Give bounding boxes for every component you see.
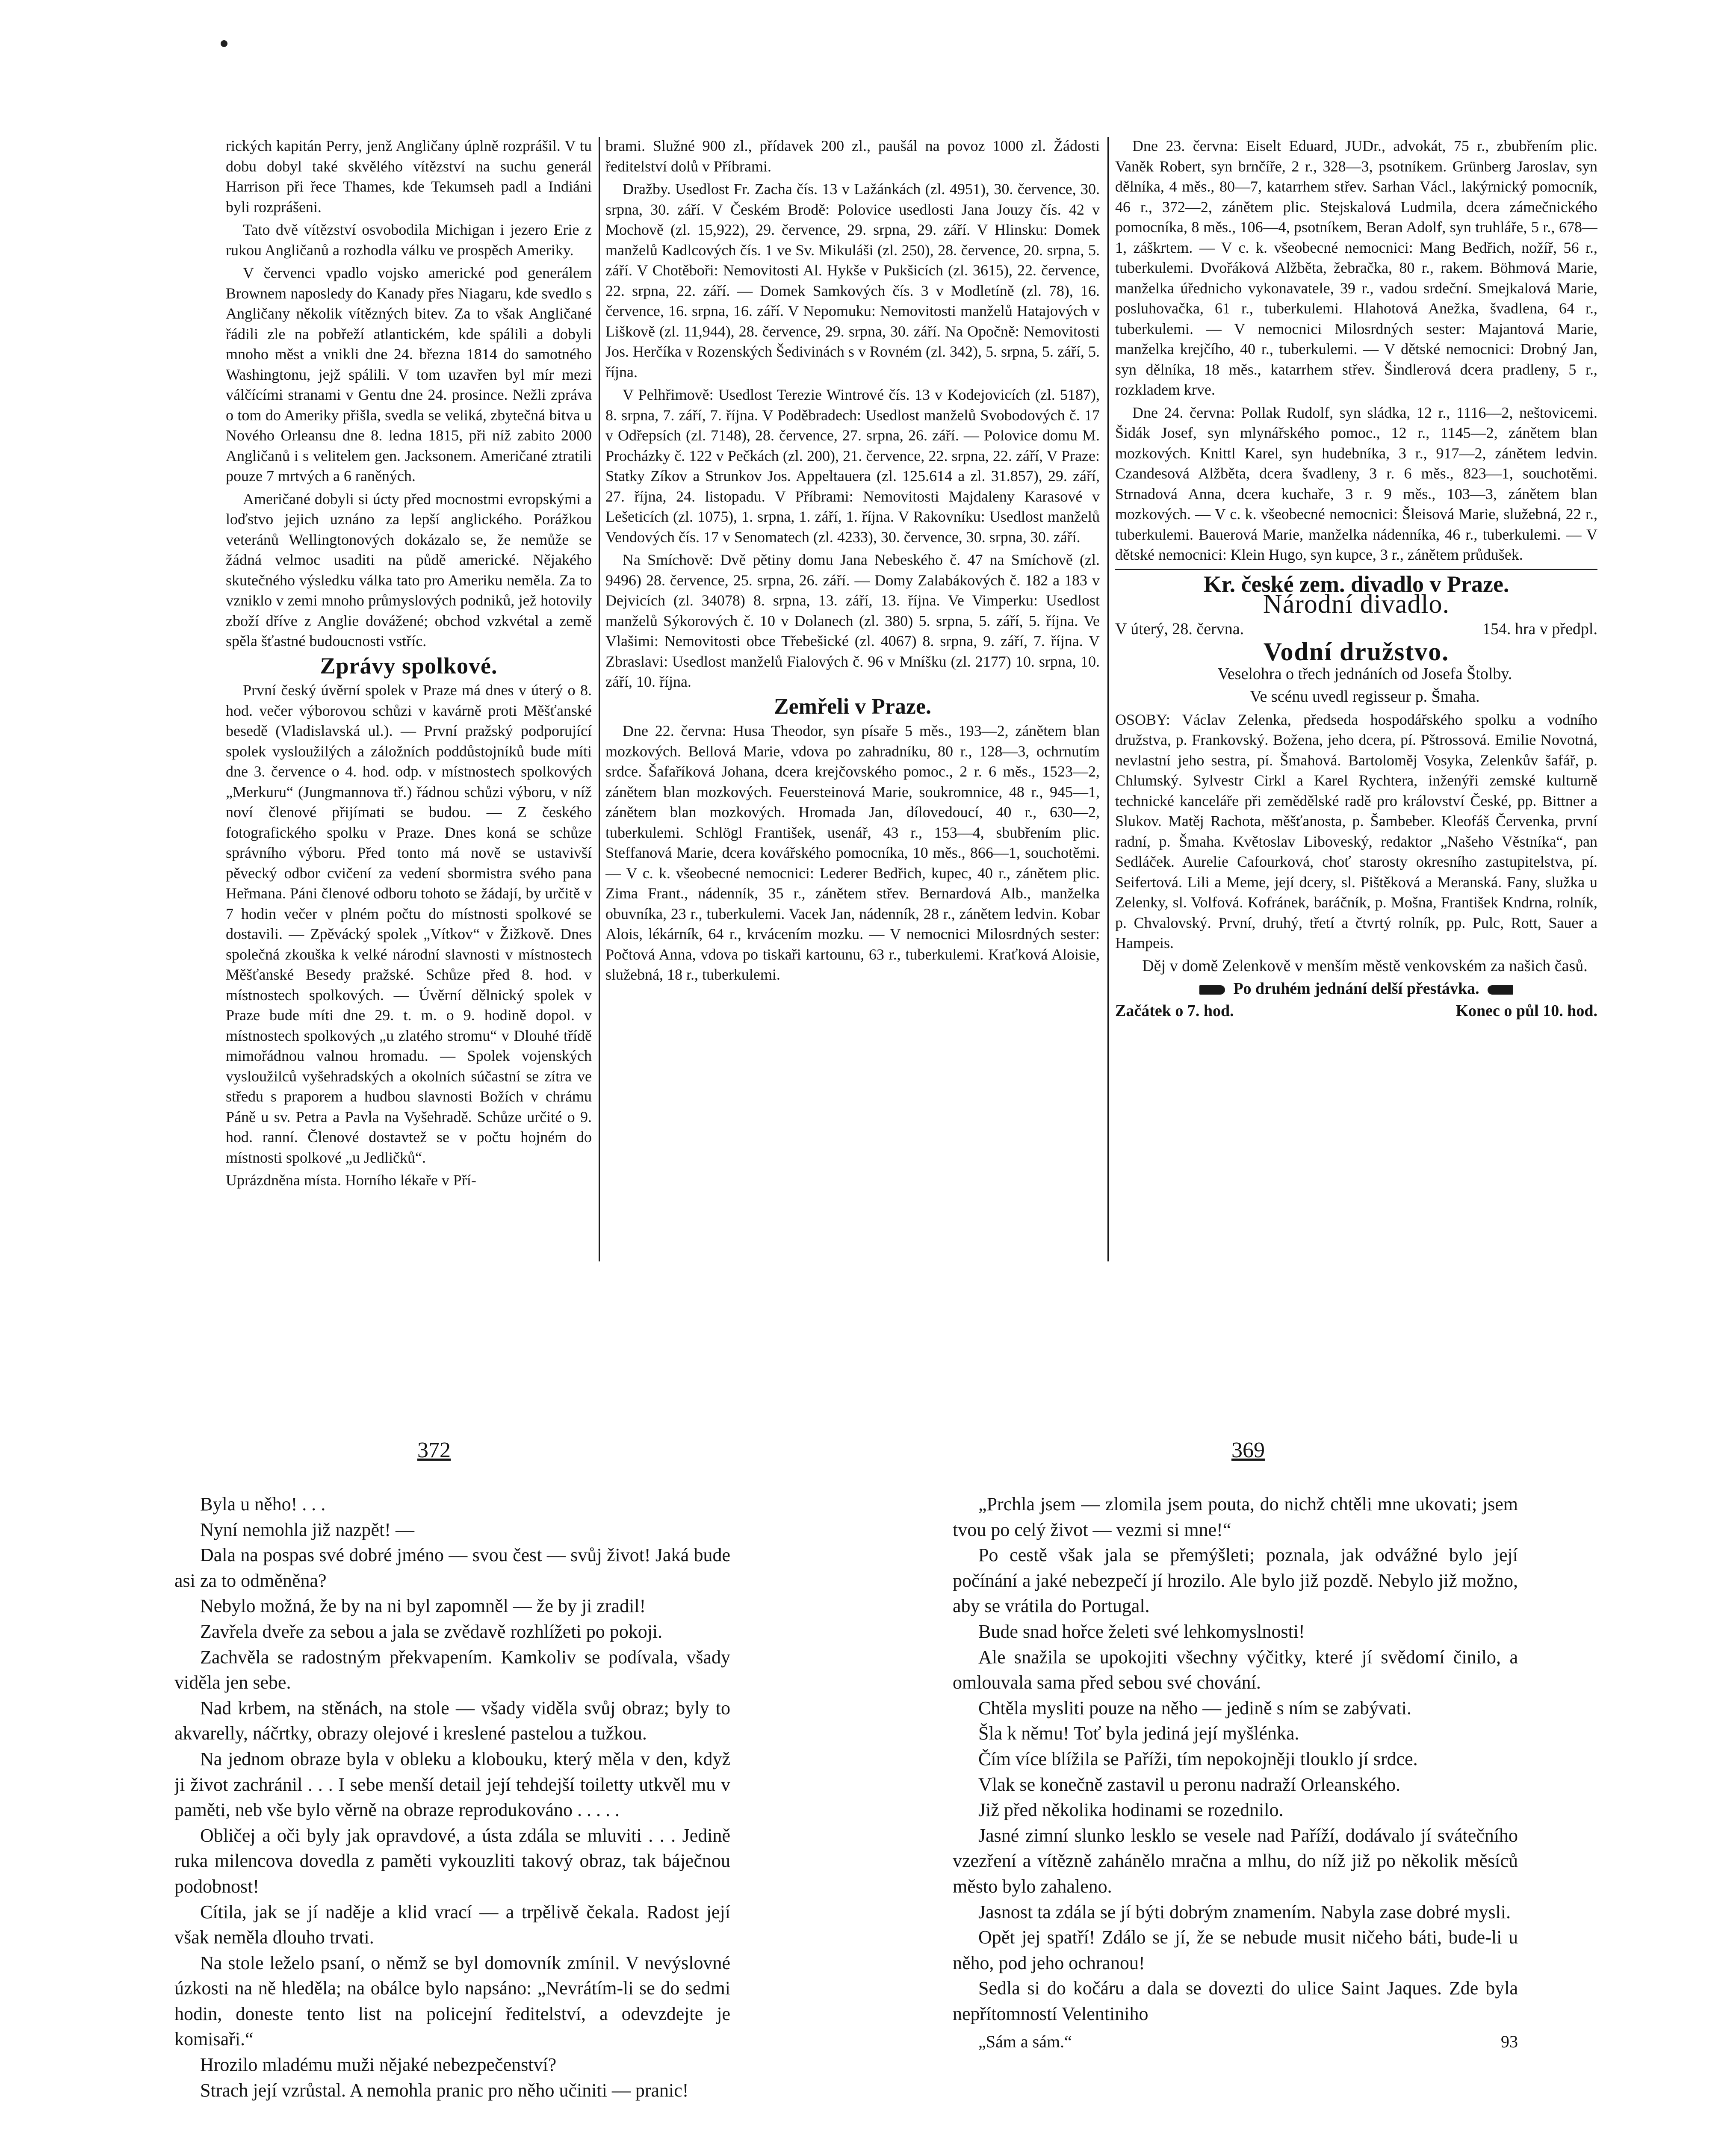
- novel-paragraph: Nad krbem, na stěnách, na stole — všady viděla svůj obraz; byly to akvarelly, náčrtky, obrazy olejové i kreslené pastelou a tužkou.: [174, 1697, 730, 1744]
- novel-paragraph: Hrozilo mladému muži nějaké nebezpečenství?: [200, 2054, 557, 2076]
- novel-paragraph: Chtěla mysliti pouze na něho — jedině s ním se zabývati.: [978, 1697, 1411, 1719]
- novel-paragraph: Dala na pospas své dobré jméno — svou čest — svůj život! Jaká bude asi za to odměněna?: [174, 1544, 730, 1591]
- right-page-number: 369: [1231, 1438, 1265, 1462]
- theatre-title: Národní divadlo.: [1263, 590, 1450, 619]
- text-paragraph: Dne 22. června: Husa Theodor, syn písaře 5 měs., 193—2, zánětem blan mozkových. Bellová Marie, vdova po zahradníku, 80 r., 128—3, ochrnutím srdce. Šafaříková Johana, dcera krejčovského pomoc., 2 r. 6 měs., 1523—2, zánětem blan mozkových. Feuersteinová Marie, soukromnice, 48 r., 945—1, zánětem blan mozkových. Hromada Jan, dílovedoucí, 40 r., 630—2, tuberkulemi. Schlögl František, usenář, 43 r., 153—4, sbubřením plic. Steffanová Marie, dcera kovářského pomocníka, 10 měs., 866—1, souchotěmi. — V c. k. všeobecné nemocnici: Lederer Bedřich, kupec, 40 r., zánětem plic. Zima Frant., nádenník, 35 r., zánětem střev. Bernardová Alb., manželka obuvníka, 23 r., tuberkulemi. Vacek Jan, nádenník, 28 r., zánětem ledvin. Kobar Alois, lékárník, 64 r., krvácením mozku. — V nemocnici Milosrdných sester: Počtová Anna, vdova po tiskaři kartounu, 63 r., tuberkulemi. Kraťková Aloisie, služebná, 18 r., tuberkulemi.: [605, 722, 1100, 983]
- section-heading: Zprávy spolkové.: [320, 653, 498, 679]
- text-paragraph: První český úvěrní spolek v Praze má dnes v úterý o 8. hod. večer výborovou schůzi v kavárně proti Měšťanské besedě (Vladislavská ul.). — První pražský podporující spolek vysloužilých a záložních poddůstojníků bude míti dne 3. července o 4. hod. odp. v místnostech spolkových „Merkuru“ (Jungmannova tř.) řádnou schůzi výboru, v níž noví členové přijímati se budou. — Z českého fotografického spolku v Praze. Dnes koná se schůze správního výboru. Před tonto má nově se ustavivší pěvecký odbor cvičení za vedení sbormistra svého pana Heřmana. Páni členové odboru tohoto se žádají, by určitě v 7 hodin večer v plném počtu do místnosti spolkové se dostavili. — Zpěvácký spolek „Vítkov“ v Žižkově. Dnes společná zkouška k velké národní slavnosti v místnostech Měšťanské Besedy pražské. Schůze před 8. hod. v místnostech spolkových. — Úvěrní dělnický spolek v Praze bude míti dne 29. t. m. o 9. hodině dopol. v místnostech spolkových „u zlatého stromu“ v Dlouhé třídě mimořádnou valnou hromadu. — Spolek vojenských vysloužilců vyšehradských a okolních súčastní se zítra ve středu s praporem a hudbou slavnosti Božích v chrámu Páně u sv. Petra a Pavla na Vyšehradě. Schůze určité o 9. hod. ranní. Členové dostavtež se v počtu hojném do místnosti spolkové „u Jedličků“.: [226, 682, 592, 1166]
- text-paragraph: brami. Služné 900 zl., přídavek 200 zl., paušál na povoz 1000 zl. Žádosti ředitelství dolů v Příbrami.: [605, 137, 1100, 175]
- novel-paragraph: Na jednom obraze byla v obleku a klobouku, který měla v den, když ji život zachránil . . . I sebe menší detail její tehdejší toiletty utkvěl mu v paměti, neb vše bylo věrně na obraze reprodukováno . . . . .: [174, 1748, 730, 1821]
- pointing-hand-icon: [1199, 985, 1225, 995]
- novel-paragraph: Nyní nemohla již nazpět! —: [200, 1519, 414, 1540]
- novel-paragraph: „Prchla jsem — zlomila jsem pouta, do nichž chtěli mne ukovati; jsem tvou po celý život — vezmi si mne!“: [953, 1494, 1518, 1540]
- novel-paragraph: Na stole leželo psaní, o němž se byl domovník zmínil. V nevýslovné úzkosti na ně hleděla; na obálce bylo napsáno: „Nevrátím-li se do sedmi hodin, doneste tento list na policejní ředitelství, a odevzdejte je komisaři.“: [174, 1952, 730, 2050]
- novel-paragraph: Opět jej spatří! Zdálo se jí, že se nebude musit ničeho báti, bude-li u něho, pod jeho ochranou!: [953, 1927, 1518, 1973]
- theatre-kicker: Kr. české zem. divadlo v Praze.: [1203, 571, 1509, 597]
- performance-number: 154. hra v předpl.: [1482, 620, 1597, 638]
- times-row: [1115, 1001, 1597, 1022]
- text-paragraph: Dražby. Usedlost Fr. Zacha čís. 13 v Lažánkách (zl. 4951), 30. července, 30. srpna, 30. září. V Českém Brodě: Polovice usedlosti Jana Jouzy čís. 42 v Mochově (zl. 15,922), 29. července, 29. srpna, 29. září. V Hlinsku: Domek manželů Kadlcových čís. 1 ve Sv. Mikuláši (zl. 250), 28. července, 20. srpna, 5. září. V Chotěboři: Nemovitosti Al. Hykše v Pukšicích (zl. 3615), 22. července, 22. srpna, 22. září. — Domek Samkových čís. 3 v Modletíně (zl. 78), 16. července, 16. srpna, 16. září. V Nepomuku: Nemovitosti manželů Hatajových v Liškově (zl. 11,944), 28. července, 29. srpna, 30. září. Na Opočně: Nemovitosti Jos. Herčíka v Rozenských Šedivinách s v Rovném (zl. 342), 5. srpna, 5. září, 5. října.: [605, 180, 1100, 381]
- column-rule: [599, 137, 600, 1261]
- novel-paragraph: Bude snad hořce želeti své lehkomyslnosti!: [978, 1621, 1305, 1642]
- novel-paragraph: Byla u něho! . . .: [200, 1494, 326, 1515]
- novel-paragraph: Zachvěla se radostným překvapením. Kamkoliv se podívala, všady viděla jen sebe.: [174, 1646, 730, 1693]
- novel-paragraph: Čím více blížila se Paříži, tím nepokojněji tlouklo jí srdce.: [978, 1748, 1418, 1769]
- intermission-text: Po druhém jednání delší přestávka.: [1233, 980, 1479, 998]
- performance-date: V úterý, 28. června.: [1115, 620, 1244, 638]
- text-paragraph: Američané dobyli si úcty před mocnostmi evropskými a loďstvo jejich uznáno za lepší anglického. Porážkou veteránů Wellingtonových dokázalo se, že nemůže se žádná velmoc usaditi na půdě americké. Nějakého skutečného výsledku válka tato pro Ameriku neměla. Za to vzniklo v zemi mnoho průmyslových podniků, jež hotovily zboží dříve z Anglie dovážené; obchod vzkvétal a země spěla šťastné budoucnosti vstříc.: [226, 490, 592, 650]
- text-paragraph: Uprázdněna místa. Horního lékaře v Pří-: [226, 1172, 476, 1189]
- cast-list: OSOBY: Václav Zelenka, předseda hospodářského spolku a vodního družstva, p. Frankovský. Božena, jeho dcera, pí. Pštrossová. Emilie Novotná, nevlastní jeho sestra, pí. Šmahová. Bartoloměj Vosyka, Zelenkův šafář, p. Chlumský. Sylvestr Cirkl a Karel Rychtera, inženýři zemské kulturně technické kanceláře při zemědělské radě pro království České, pp. Bittner a Slukov. Matěj Rachota, měšťanosta, p. Šambeber. Kleofáš Červenka, první radní, p. Šmaha. Květoslav Liboveský, redaktor „Našeho Věstníka“, pan Sedláček. Aurelie Cafourková, choť starosty okresního zastupitelstva, pí. Seifertová. Lili a Meme, její dcery, sl. Pištěková a Meranská. Fany, služka u Zelenky, sl. Volfová. Kofránek, baráčník, p. Mošna, František Kndrna, rolník, p. Chvalovský. První, druhý, třetí a čtvrtý rolník, pp. Pulc, Rott, Sauer a Hampeis.: [1115, 711, 1597, 951]
- play-director: Ve scénu uvedl regisseur p. Šmaha.: [1250, 688, 1480, 706]
- play-subtitle: Veselohra o třech jednáních od Josefa Štolby.: [1217, 664, 1512, 683]
- novel-paragraph: Nebylo možná, že by na ni byl zapomněl — že by ji zradil!: [200, 1595, 646, 1617]
- novel-paragraph: Jasnost ta zdála se jí býti dobrým znamením. Nabyla zase dobré mysli.: [978, 1901, 1511, 1922]
- start-time: Začátek o 7. hod.: [1115, 1001, 1234, 1020]
- print-speck: [221, 40, 227, 47]
- text-paragraph: Tato dvě vítězství osvobodila Michigan i jezero Erie z rukou Angličanů a rozhodla válku ve prospěch Ameriky.: [226, 221, 592, 259]
- text-paragraph: V červenci vpadlo vojsko americké pod generálem Brownem naposledy do Kanady přes Niagaru, kde svedlo s Angličany několik vítězných bitev. Za to však Angličané řádili zle na pobřeží atlantickém, kde spálili a dobyli mnoho měst a vnikli dne 24. března 1814 do samotného Washingtonu, jejž spálili. V tom uzavřen byl mír mezi válčícími stranami v Gentu dne 24. prosince. Nežli zpráva o tom do Ameriky přišla, svedla se veliká, zbytečná bitva u Nového Orleansu dne 8. ledna 1815, při níž zabito 2000 Angličanů i s velitelem gen. Jacksonem. Američané ztratili pouze 7 mrtvých a 6 raněných.: [226, 264, 592, 484]
- novel-paragraph: Zavřela dveře za sebou a jala se zvědavě rozhlížeti po pokoji.: [200, 1621, 663, 1642]
- novel-paragraph: Ale snažila se upokojiti všechny výčitky, které jí svědomí činilo, a omlouvala sama před sebou své chování.: [953, 1646, 1518, 1693]
- footer-sheet-number: 93: [1501, 2032, 1518, 2052]
- intermission-row: [1115, 979, 1597, 999]
- play-title: Vodní družstvo.: [1263, 638, 1450, 666]
- page-footer: [953, 2029, 1518, 2055]
- column-rule: [1107, 137, 1109, 1261]
- novel-paragraph: Vlak se konečně zastavil u peronu nadraží Orleanského.: [978, 1774, 1401, 1795]
- novel-paragraph: Po cestě však jala se přemýšleti; poznala, jak odvážné bylo její počínání a jaké nebezpečí jí hrozilo. Ale bylo již pozdě. Nebylo již možno, aby se vrátila do Portugal.: [953, 1544, 1518, 1617]
- divider: [1115, 569, 1597, 570]
- end-time: Konec o půl 10. hod.: [1456, 1001, 1597, 1020]
- section-heading: Zemřeli v Praze.: [774, 694, 932, 719]
- left-page-number: 372: [417, 1438, 451, 1462]
- novel-paragraph: Již před několika hodinami se rozednilo.: [978, 1799, 1284, 1821]
- novel-paragraph: Sedla si do kočáru a dala se dovezti do ulice Saint Jaques. Zde byla nepřítomností Velentiniho: [953, 1978, 1518, 2024]
- pointing-hand-icon: [1488, 985, 1513, 995]
- column-2: [605, 136, 1100, 1261]
- text-paragraph: Dne 23. června: Eiselt Eduard, JUDr., advokát, 75 r., zbubřením plic. Vaněk Robert, syn brnčíře, 2 r., 328—3, psotníkem. Grünberg Jaroslav, syn dělníka, 4 měs., 80—7, katarrhem střev. Sarhan Václ., lakýrnický pomocník, 46 r., 372—2, zánětem plic. Stejskalová Ludmila, dcera zámečnického pomocníka, 8 měs., 106—4, psotníkem, Beran Adolf, syn truhláře, 5 r., 678—1, záškrtem. — V c. k. všeobecné nemocnici: Mang Bedřich, nožíř, 56 r., tuberkulemi. Dvořáková Alžběta, žebračka, 80 r., rakem. Böhmová Marie, manželka úřednicho vykonavatele, 39 r., vadou srdeční. Smejkalová Marie, posluhovačka, 61 r., tuberkulemi. Hlahotová Anežka, švadlena, 64 r., tuberkulemi. — V nemocnici Milosrdných sester: Majantová Marie, manželka krejčího, 40 r., tuberkulemi. — V dětské nemocnici: Drobný Jan, syn dělníka, 18 měs., katarrhem střev. Šindlerová dcera pradleny, 5 r., rozkladem krve.: [1115, 137, 1597, 398]
- novel-paragraph: Cítila, jak se jí naděje a klid vrací — a trpělivě čekala. Radost její však neměla dlouho trvati.: [174, 1901, 730, 1948]
- right-novel-page: [953, 1491, 1518, 2138]
- text-paragraph: rických kapitán Perry, jenž Angličany úplně rozprášil. V tu dobu dobyl také skvělého vítězství na suchu generál Harrison při řece Thames, kde Tekumseh padl a Indiáni byli rozprášeni.: [226, 137, 592, 216]
- performance-row: [1115, 619, 1597, 640]
- play-setting: Děj v domě Zelenkově v menším městě venkovském za našich časů.: [1142, 957, 1588, 975]
- novel-paragraph: Obličej a oči byly jak opravdové, a ústa zdála se mluviti . . . Jedině ruka milencova dovedla z paměti vykouzliti takový obraz, tak báječnou podobnost!: [174, 1825, 730, 1897]
- novel-paragraph: Jasné zimní slunko lesklo se vesele nad Paříží, dodávalo jí svátečního vzezření a vítězně zahánělo mračna a mlhu, do níž již po několik měsíců město bylo zahaleno.: [953, 1825, 1518, 1897]
- footer-title: „Sám a sám.“: [978, 2032, 1072, 2052]
- column-1: [226, 136, 592, 1261]
- text-paragraph: V Pelhřimově: Usedlost Terezie Wintrové čís. 13 v Kodejovicích (zl. 5187), 8. srpna, 7. září, 7. října. V Poděbradech: Usedlost manželů Svobodových č. 17 v Odřepsích (zl. 7148), 28. července, 27. srpna, 26. září. — Polovice domu M. Procházky č. 122 v Pečkách (zl. 200), 21. července, 22. srpna, 22. září, V Praze: Statky Zíkov a Strunkov Jos. Appeltauera (zl. 125.614 a zl. 31.857), 29. září, 27. října, 24. listopadu. V Příbrami: Nemovitosti Majdaleny Karasové v Lešeticích (zl. 1075), 1. srpna, 1. září, 1. října. V Rakovníku: Usedlost manželů Vendových čís. 17 v Senomatech (zl. 4233), 30. července, 30. srpna, 30. září.: [605, 386, 1100, 546]
- left-novel-page: [174, 1491, 730, 2138]
- text-paragraph: Dne 24. června: Pollak Rudolf, syn sládka, 12 r., 1116—2, neštovicemi. Šidák Josef, syn mlynářského pomoc., 12 r., 1145—2, zánětem blan mozkových. Knittl Karel, syn hudebníka, 3 r., 917—2, zánětem ledvin. Czandesová Alžběta, dcera švadleny, 3 r. 6 měs., 823—1, souchotěmi. Strnadová Anna, dcera kuchaře, 3 r. 9 měs., 103—3, zánětem blan mozkových. — V c. k. všeobecné nemocnici: Šleisová Marie, služebná, 22 r., tuberkulemi. Bauerová Marie, manželka nádenníka, 46 r., tuberkulemi. — V dětské nemocnici: Klein Hugo, syn kupce, 3 r., zánětem průdušek.: [1115, 404, 1597, 563]
- column-3: [1115, 136, 1597, 1261]
- text-paragraph: Na Smíchově: Dvě pětiny domu Jana Nebeského č. 47 na Smíchově (zl. 9496) 28. července, 25. srpna, 26. září. — Domy Zalabákových č. 182 a 183 v Dejvicích (zl. 34078) 8. srpna, 13. září, 13. října. Ve Vimperku: Usedlost manželů Sýkorových č. 10 v Dolanech (zl. 380) 5. srpna, 5. září, 5. října. Ve Vlašimi: Nemovitosti obce Třebešické (zl. 4067) 8. srpna, 9. září, 7. října. V Zbraslavi: Usedlost manželů Fialových č. 96 v Mníšku (zl. 2177) 10. srpna, 10. září, 10. října.: [605, 551, 1100, 690]
- novel-paragraph: Strach její vzrůstal. A nemohla pranic pro něho učiniti — pranic!: [200, 2079, 689, 2101]
- novel-paragraph: Šla k němu! Toť byla jediná její myšlénka.: [978, 1723, 1299, 1744]
